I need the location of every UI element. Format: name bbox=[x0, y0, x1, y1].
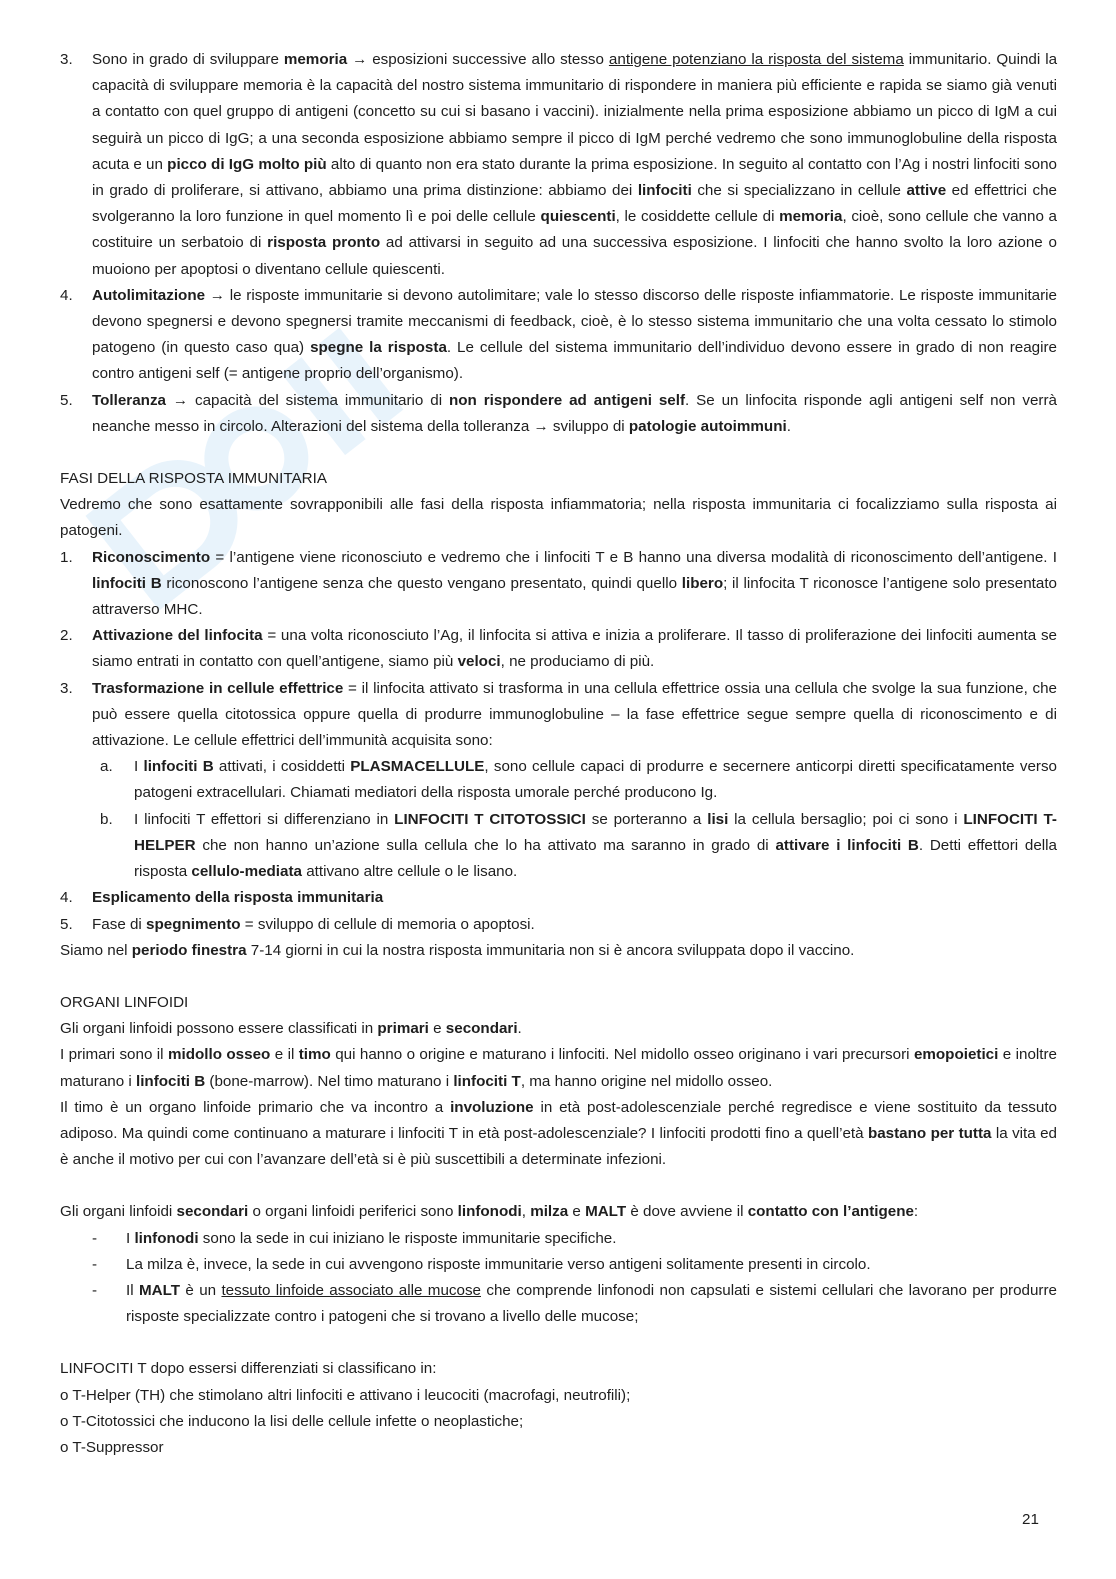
text-run: , bbox=[521, 1203, 531, 1221]
text-run: sono la sede in cui iniziano le risposte immunitarie specifiche. bbox=[198, 1229, 617, 1247]
fasi-intro: Vedremo che sono esattamente sovrapponibili alle fasi della risposta infiammatoria; nella risposta immunitaria ci focalizziamo sulla risposta ai patogeni. bbox=[60, 496, 1057, 540]
bold-text: quiescenti bbox=[540, 208, 616, 226]
text-run: e bbox=[428, 1020, 446, 1038]
text-run: ; il linfocita T riconosce l’antigene solo presentato attraverso MHC. bbox=[92, 574, 1057, 619]
bold-text: lisi bbox=[707, 810, 729, 828]
underlined-text: tessuto linfoide associato alle mucose bbox=[221, 1281, 481, 1299]
text-run: e inoltre maturano i bbox=[60, 1046, 1057, 1090]
bold-text: LINFOCITI T CITOTOSSICI bbox=[394, 810, 586, 828]
text-run: Siamo nel bbox=[60, 941, 132, 959]
bold-text: linfociti bbox=[637, 182, 692, 200]
text-run: . Detti effettori della risposta bbox=[134, 836, 1057, 881]
section-heading-organi: ORGANI LINFOIDI bbox=[60, 993, 189, 1011]
section-heading-fasi: FASI DELLA RISPOSTA IMMUNITARIA bbox=[60, 470, 327, 488]
bullet-item: - La milza è, invece, la sede in cui avvengono risposte immunitarie verso antigeni solitamente presenti in circolo. bbox=[92, 1255, 871, 1273]
text-run: , cioè, sono cellule che vanno a costituire un serbatoio di bbox=[92, 208, 1058, 252]
text-run: → le risposte immunitarie si devono autolimitare; vale lo stesso discorso delle risposte infiammatorie. Le risposte immunitarie devono spegnersi e devono spegnersi tramite meccanismi di feedback, cioè, è lo stesso sistema immunitario che una volta cessato lo stimolo patogeno (in questo caso qua) bbox=[92, 286, 1057, 357]
text-run: se porteranno a bbox=[585, 810, 708, 828]
text-run: = il linfocita attivato si trasforma in una cellula effettrice ossia una cellula che svolge la sua funzione, che può essere quella citotossica oppure quella di produrre immunoglobuline – la fase effettrice segue sempre quella di riconoscimento e di attivazione. Le cellule effettrici dell’immunità acquisita sono: bbox=[92, 679, 1057, 750]
bold-text: linfociti B bbox=[92, 574, 162, 592]
text-run: I linfociti T effettori si differenziano in bbox=[134, 810, 395, 828]
list-item: 3. Sono in grado di sviluppare memoria → esposizioni successive allo stesso antigene potenziano la risposta del sistema immunitario. Quindi la capacità di sviluppare memoria è la capacità del nostro sistema immunitario di rispondere in maniera più efficiente e rapida se siamo già venuti a contatto con quel gruppo di antigeni (concetto su cui si basano i vaccini). inizialmente nella prima esposizione abbiamo un picco di IgM a cui seguirà un picco di IgG; a una seconda esposizione abbiamo sempre il picco di IgM perché vedremo che sono immunoglobuline della risposta acuta e un picco di IgG molto più alto di quanto non era stato durante la prima esposizione. In seguito al contatto con l’Ag i nostri linfociti sono in grado di proliferare, si attivano, abbiamo una prima distinzione: abbiamo dei linfociti che si specializzano in cellule attive ed effettrici che svolgeranno la loro funzione in quel momento lì e poi delle cellule quiescenti, le cosiddette cellule di memoria, cioè, sono cellule che vanno a costituire un serbatoio di risposta pronto ad attivarsi in seguito ad una successiva esposizione. I linfociti che hanno svolto la loro azione o muoiono per apoptosi o diventano cellule quiescenti. bbox=[60, 51, 1058, 278]
bold-text: timo bbox=[298, 1046, 331, 1064]
organi-paragraph bbox=[60, 1095, 1057, 1174]
text-run: = una volta riconosciuto l’Ag, il linfocita si attiva e inizia a proliferare. Il tasso di proliferazione dei linfociti aumenta se siamo entrati in contatto con quell’antigene, siamo più bbox=[92, 627, 1057, 671]
bold-text: MALT bbox=[585, 1203, 627, 1221]
fasi-closing bbox=[60, 938, 1057, 964]
text-run: I primari sono il bbox=[60, 1046, 168, 1064]
bold-text: milza bbox=[530, 1203, 569, 1221]
text-run: attivati, i cosiddetti bbox=[213, 758, 351, 776]
organi-paragraph bbox=[60, 1016, 1057, 1042]
bold-text: risposta pronto bbox=[267, 234, 381, 252]
bold-text: primari bbox=[377, 1020, 429, 1038]
text-run: . Se un linfocita risponde agli antigeni self non verrà neanche messo in circolo. Alterazioni del sistema della tolleranza → sviluppo di bbox=[92, 391, 1057, 435]
page-number: 21 bbox=[1022, 1511, 1039, 1528]
text-run: ad attivarsi in seguito ad una successiva esposizione. I linfociti che hanno svolto la loro azione o muoiono per apoptosi o diventano cellule quiescenti. bbox=[92, 234, 1057, 278]
bold-text: veloci bbox=[457, 653, 501, 671]
list-item: 3. Trasformazione in cellule effettrice = il linfocita attivato si trasforma in una cellula effettrice ossia una cellula che svolge la sua funzione, che può essere quella citotossica oppure quella di produrre immunoglobuline – la fase effettrice segue sempre quella di riconoscimento e di attivazione. Le cellule effettrici dell’immunità acquisita sono: bbox=[60, 679, 1057, 750]
sub-list-item: b. I linfociti T effettori si differenziano in LINFOCITI T CITOTOSSICI se porteranno a lisi la cellula bersaglio; poi ci sono i LINFOCITI T-HELPER che non hanno un’azione sulla cellula che lo ha attivato ma saranno in grado di attivare i linfociti B. Detti effettori della risposta cellulo-mediata attivano altre cellule o le lisano. bbox=[100, 810, 1057, 881]
list-item: 5. Tolleranza → capacità del sistema immunitario di non rispondere ad antigeni self. Se un linfocita risponde agli antigeni self non verrà neanche messo in circolo. Alterazioni del sistema della tolleranza → sviluppo di patologie autoimmuni. bbox=[60, 391, 1057, 435]
bold-text: emopoietici bbox=[913, 1046, 999, 1064]
bold-text: linfociti B bbox=[143, 758, 214, 776]
bold-text: Trasformazione in cellule effettrice bbox=[92, 679, 344, 697]
text-run: riconoscono l’antigene senza che questo vengano presentato, quindi quello bbox=[161, 574, 682, 592]
bold-text: bastano per tutta bbox=[867, 1124, 992, 1142]
text-run: I bbox=[134, 758, 144, 776]
bold-text: linfociti B bbox=[135, 1072, 206, 1090]
bold-text: Autolimitazione bbox=[92, 286, 206, 304]
bold-text: non rispondere ad antigeni self bbox=[448, 391, 686, 409]
text-run: I bbox=[126, 1229, 135, 1247]
text-run: Il timo è un organo linfoide primario che va incontro a bbox=[60, 1098, 451, 1116]
text-run: . Le cellule del sistema immunitario dell’individuo devono essere in grado di non reagire contro antigeni self (= antigene proprio dell’organismo). bbox=[92, 339, 1057, 383]
text-run: in età post-adolescenziale perché regredisce e viene sostituito da tessuto adiposo. Ma quindi come continuano a maturare i linfociti T in età post-adolescenziale? I linfociti prodotti fino a quell’età bbox=[60, 1098, 1058, 1142]
text-run: : bbox=[913, 1203, 919, 1221]
bold-text: secondari bbox=[176, 1203, 249, 1221]
text-run: , le cosiddette cellule di bbox=[615, 208, 780, 226]
bullet-item: - I linfonodi sono la sede in cui iniziano le risposte immunitarie specifiche. bbox=[92, 1229, 617, 1247]
list-item: 5. Fase di spegnimento = sviluppo di cellule di memoria o apoptosi. bbox=[60, 915, 535, 933]
list-item: 2. Attivazione del linfocita = una volta riconosciuto l’Ag, il linfocita si attiva e inizia a proliferare. Il tasso di proliferazione dei linfociti aumenta se siamo entrati in contatto con quell’antigene, siamo più veloci, ne produciamo di più. bbox=[60, 627, 1057, 671]
text-run: è dove avviene il bbox=[626, 1203, 748, 1221]
bold-text: involuzione bbox=[450, 1098, 534, 1116]
text-run: attivano altre cellule o le lisano. bbox=[301, 863, 518, 881]
bold-text: LINFOCITI T-HELPER bbox=[134, 810, 1057, 854]
text-run: , sono cellule capaci di produrre e secernere anticorpi diretti specificatamente verso patogeni extracellulari. Chiamati mediatori della risposta umorale perché producono Ig. bbox=[134, 758, 1057, 802]
text-run: immunitario. Quindi la capacità di sviluppare memoria è la capacità del nostro sistema immunitario di rispondere in maniera più efficiente e rapida se siamo già venuti a contatto con quel gruppo di antigeni (concetto su cui si basano i vaccini). inizialmente nella prima esposizione abbiamo un picco di IgM a cui seguirà un picco di IgG; a una seconda esposizione abbiamo sempre il picco di IgM perché vedremo che sono immunoglobuline della risposta acuta e un bbox=[92, 51, 1058, 173]
underlined-text: antigene potenziano la risposta del sistema bbox=[608, 51, 904, 68]
organi-paragraph bbox=[60, 1042, 1057, 1094]
bold-text: Esplicamento della risposta immunitaria bbox=[92, 889, 384, 907]
text-run: che comprende linfonodi non capsulati e sistemi cellulari che lavorano per produrre risposte specializzate contro i patogeni che si trovano a livello delle mucose; bbox=[126, 1281, 1057, 1326]
list-item: 4. Autolimitazione → le risposte immunitarie si devono autolimitare; vale lo stesso discorso delle risposte infiammatorie. Le risposte immunitarie devono spegnersi e devono spegnersi tramite meccanismi di feedback, cioè, è lo stesso sistema immunitario che una volta cessato lo stimolo patogeno (in questo caso qua) spegne la risposta. Le cellule del sistema immunitario dell’individuo devono essere in grado di non reagire contro antigeni self (= antigene proprio dell’organismo). bbox=[60, 286, 1057, 383]
text-run: che si specializzano in cellule bbox=[691, 182, 907, 200]
text-run: = l’antigene viene riconosciuto e vedremo che i linfociti T e B hanno una diversa modalità di riconoscimento dell’antigene. I bbox=[210, 548, 1057, 566]
text-run: Gli organi linfoidi possono essere classificati in bbox=[60, 1020, 378, 1038]
bullet-item: - Il MALT è un tessuto linfoide associato alle mucose che comprende linfonodi non capsulati e sistemi cellulari che lavorano per produrre risposte specializzate contro i patogeni che si trovano a livello delle mucose; bbox=[92, 1281, 1057, 1326]
text-run: 7-14 giorni in cui la nostra risposta immunitaria non si è ancora sviluppata dopo il vaccino. bbox=[246, 941, 855, 959]
bold-text: memoria bbox=[283, 51, 348, 68]
text-run: o organi linfoidi periferici sono bbox=[248, 1203, 458, 1221]
text-run: . bbox=[786, 417, 791, 435]
text-run: , ne produciamo di più. bbox=[500, 653, 655, 671]
bold-text: memoria bbox=[779, 208, 843, 226]
bold-text: Riconoscimento bbox=[92, 548, 211, 566]
text-run: . bbox=[517, 1020, 522, 1038]
sub-list-item: a. I linfociti B attivati, i cosiddetti PLASMACELLULE, sono cellule capaci di produrre e secernere anticorpi diretti specificatamente verso patogeni extracellulari. Chiamati mediatori della risposta umorale perché producono Ig. bbox=[100, 758, 1057, 802]
bold-text: patologie autoimmuni bbox=[628, 417, 787, 435]
section-heading-linfociti: LINFOCITI T dopo essersi differenziati si classificano in: bbox=[60, 1360, 437, 1378]
text-run: e bbox=[568, 1203, 586, 1221]
bold-text: linfonodi bbox=[457, 1203, 522, 1221]
bold-text: Attivazione del linfocita bbox=[92, 627, 263, 645]
bold-text: picco di IgG molto più bbox=[167, 155, 327, 173]
text-run: e il bbox=[270, 1046, 299, 1064]
text-run: è un bbox=[180, 1281, 222, 1299]
list-item: 1. Riconoscimento = l’antigene viene riconosciuto e vedremo che i linfociti T e B hanno una diversa modalità di riconoscimento dell’antigene. I linfociti B riconoscono l’antigene senza che questo vengano presentato, quindi quello libero; il linfocita T riconosce l’antigene solo presentato attraverso MHC. bbox=[60, 548, 1057, 619]
list-item: 4. Esplicamento della risposta immunitaria bbox=[60, 889, 384, 907]
text-run: la cellula bersaglio; poi ci sono i bbox=[728, 810, 964, 828]
text-run: , ma hanno origine nel midollo osseo. bbox=[520, 1072, 773, 1090]
bold-text: spegne la risposta bbox=[310, 339, 447, 357]
text-run: Sono in grado di sviluppare bbox=[92, 51, 284, 68]
bold-text: PLASMACELLULE bbox=[350, 758, 485, 776]
bold-text: attive bbox=[906, 182, 947, 200]
linfociti-line: o T-Citotossici che inducono la lisi delle cellule infette o neoplastiche; bbox=[60, 1412, 524, 1430]
text-run: Il bbox=[126, 1281, 139, 1299]
text-run: La milza è, invece, la sede in cui avvengono risposte immunitarie verso antigeni solitamente presenti in circolo. bbox=[126, 1255, 871, 1273]
text-run: la vita ed è anche il motivo per cui con l’avanzare dell’età si è più suscettibili a determinate infezioni. bbox=[60, 1124, 1057, 1169]
bold-text: linfonodi bbox=[134, 1229, 199, 1247]
text-run: Fase di bbox=[92, 915, 147, 933]
text-run: alto di quanto non era stato durante la prima esposizione. In seguito al contatto con l’Ag i nostri linfociti sono in grado di proliferare, si attivano, abbiamo una prima distinzione: abbiamo dei bbox=[92, 155, 1057, 200]
list-properties bbox=[60, 47, 1057, 440]
text-run: qui hanno o origine e maturano i linfociti. Nel midollo osseo originano i vari precursori bbox=[330, 1046, 914, 1064]
bold-text: libero bbox=[681, 574, 724, 592]
bold-text: spegnimento bbox=[146, 915, 241, 933]
text-run: = sviluppo di cellule di memoria o apoptosi. bbox=[240, 915, 535, 933]
text-run: ed effettrici che svolgeranno la loro funzione in quel momento lì e poi delle cellule bbox=[92, 182, 1057, 226]
bold-text: contatto con l’antigene bbox=[747, 1203, 914, 1221]
bold-text: linfociti T bbox=[453, 1072, 521, 1090]
bold-text: secondari bbox=[445, 1020, 518, 1038]
bold-text: cellulo-mediata bbox=[191, 863, 302, 881]
text-run: → esposizioni successive allo stesso bbox=[347, 51, 609, 68]
bold-text: midollo osseo bbox=[167, 1046, 271, 1064]
text-run: Gli organi linfoidi bbox=[60, 1203, 177, 1221]
bold-text: Tolleranza bbox=[92, 391, 166, 409]
bold-text: attivare i linfociti B bbox=[775, 836, 919, 854]
bold-text: periodo finestra bbox=[131, 941, 247, 959]
text-run: (bone-marrow). Nel timo maturano i bbox=[205, 1072, 454, 1090]
text-run: che non hanno un’azione sulla cellula che lo ha attivato ma saranno in grado di bbox=[195, 836, 776, 854]
document-page bbox=[60, 47, 1057, 1461]
linfociti-line: o T-Helper (TH) che stimolano altri linfociti e attivano i leucociti (macrofagi, neutrofili); bbox=[60, 1386, 631, 1404]
linfociti-line: o T-Suppressor bbox=[60, 1438, 164, 1456]
text-run: → capacità del sistema immunitario di bbox=[166, 391, 449, 409]
bold-text: MALT bbox=[138, 1281, 181, 1299]
organi-paragraph bbox=[60, 1199, 1057, 1225]
